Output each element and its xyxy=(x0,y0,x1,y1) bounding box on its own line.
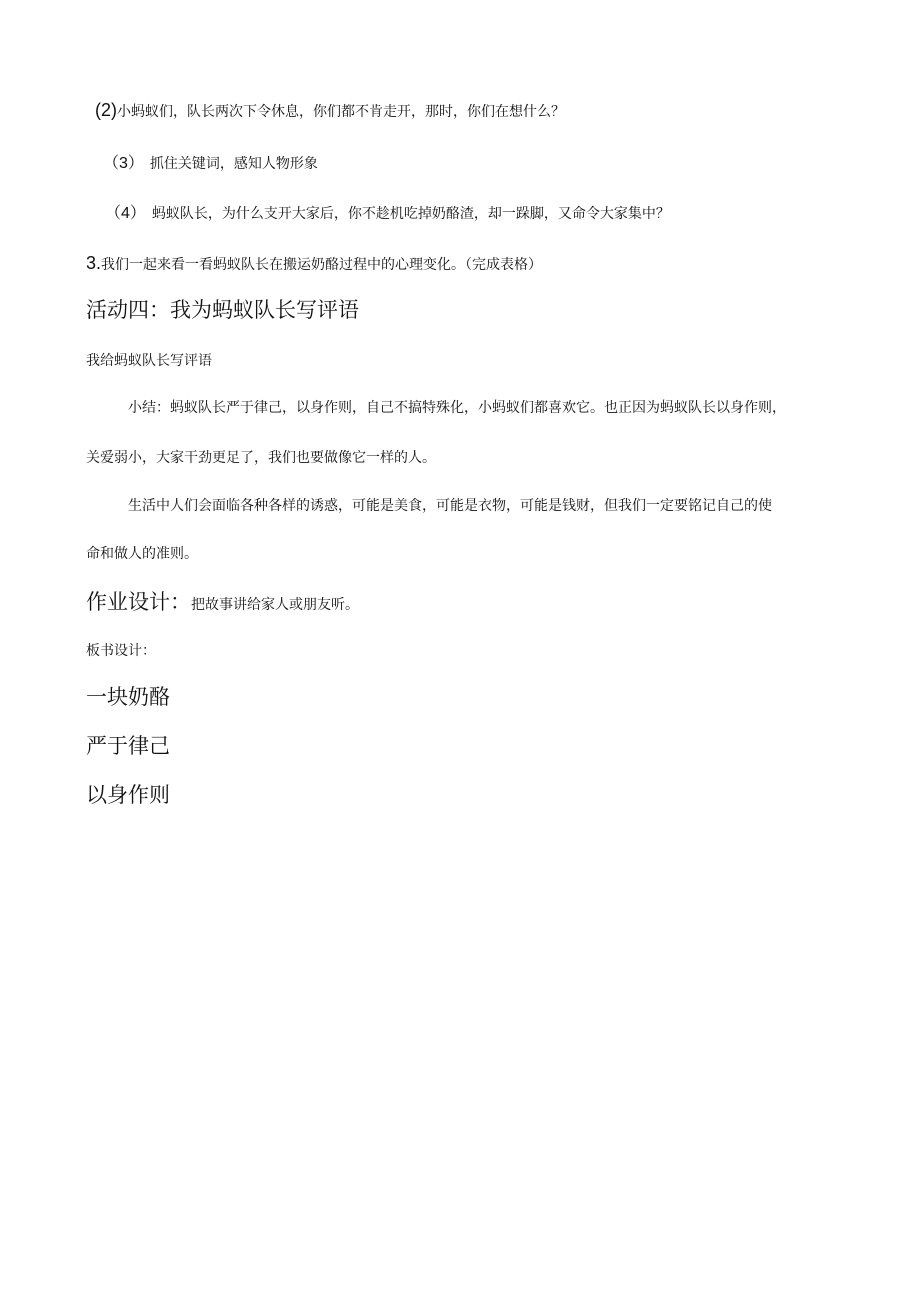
question-4 xyxy=(105,204,670,224)
homework-text: 把故事讲给家人或朋友听。 xyxy=(191,597,359,613)
question-4-number: （4） xyxy=(105,205,146,222)
question-4-text: 蚂蚁队长，为什么支开大家后，你不趁机吃掉奶酪渣，却一跺脚，又命令大家集中？ xyxy=(151,206,670,222)
blackboard-line-3: 以身作则 xyxy=(86,783,170,807)
question-3-number: （3） xyxy=(103,155,144,172)
life-line-2: 命和做人的准则。 xyxy=(86,546,198,562)
summary-line-2: 关爱弱小，大家干劲更足了，我们也要做像它一样的人。 xyxy=(86,450,436,466)
homework xyxy=(86,588,359,619)
step-3-number: 3. xyxy=(86,253,102,273)
question-2 xyxy=(95,100,565,122)
blackboard-line-2: 严于律己 xyxy=(86,734,170,758)
question-3-text: 抓住关键词，感知人物形象 xyxy=(149,156,318,172)
summary-line-1: 小结：蚂蚁队长严于律己，以身作则，自己不搞特殊化，小蚂蚁们都喜欢它。也正因为蚂蚁队长以身作则， xyxy=(128,400,786,416)
step-3-text: 我们一起来看一看蚂蚁队长在搬运奶酪过程中的心理变化。（完成表格） xyxy=(101,257,543,273)
step-3 xyxy=(86,253,542,275)
question-2-number: (2) xyxy=(95,100,117,120)
homework-label: 作业设计： xyxy=(86,590,191,614)
question-3 xyxy=(103,154,318,174)
activity-4-subtitle: 我给蚂蚁队长写评语 xyxy=(86,353,212,369)
blackboard-label: 板书设计： xyxy=(86,643,156,659)
blackboard-line-1: 一块奶酪 xyxy=(86,685,170,709)
life-line-1: 生活中人们会面临各种各样的诱惑，可能是美食，可能是衣物，可能是钱财，但我们一定要铭记自己的使 xyxy=(128,498,772,514)
activity-4-title: 活动四：我为蚂蚁队长写评语 xyxy=(86,298,359,322)
question-2-text: 小蚂蚁们，队长两次下令休息，你们都不肯走开，那时，你们在想什么？ xyxy=(117,104,565,120)
